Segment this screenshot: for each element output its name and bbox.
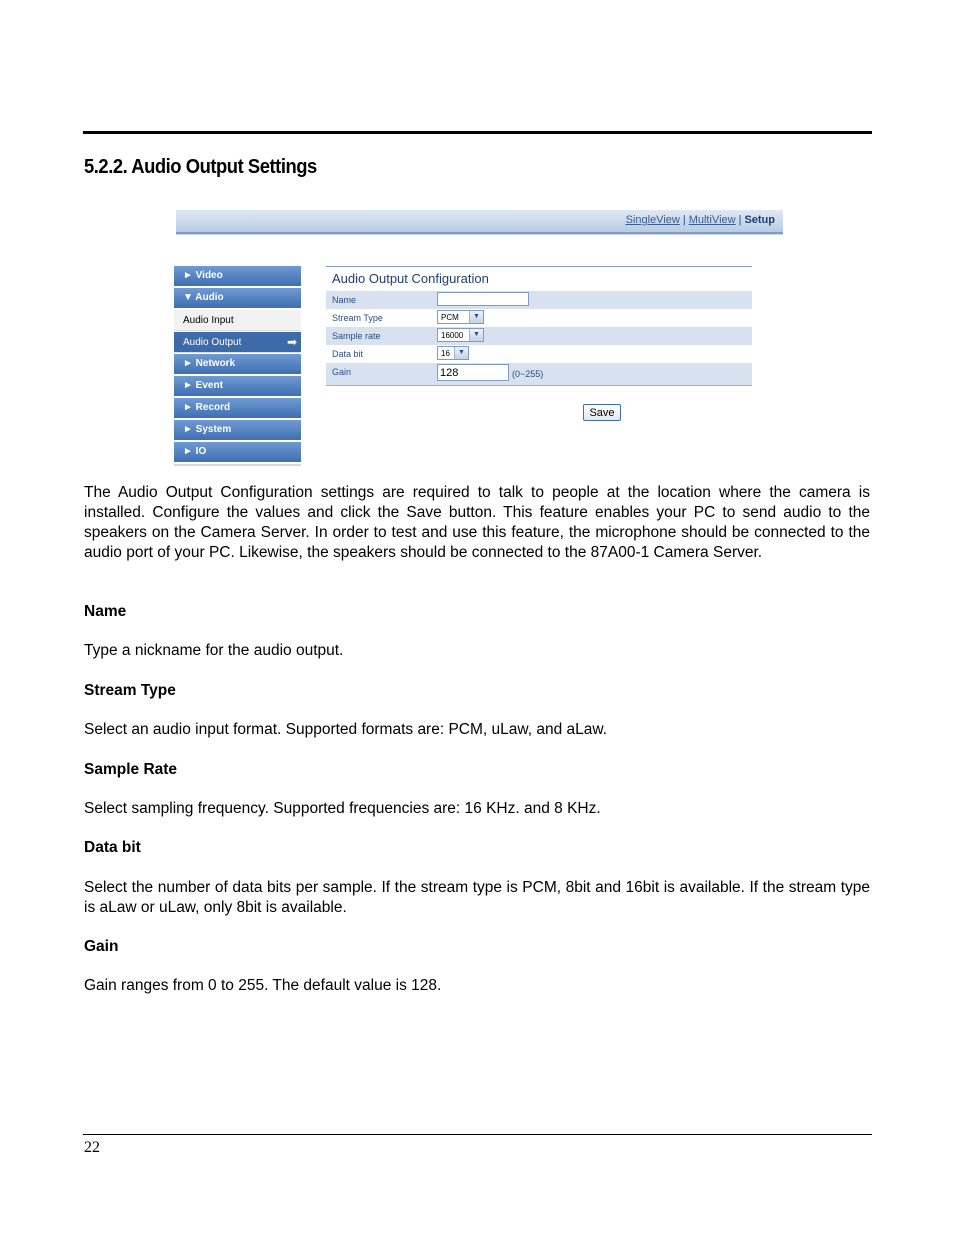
data-bit-label: Data bit (332, 349, 364, 359)
sidebar-item-event[interactable]: ► Event (174, 376, 301, 396)
chevron-down-icon: ▼ (469, 311, 483, 323)
sample-rate-value: 16000 (441, 331, 464, 340)
gain-label: Gain (332, 367, 352, 377)
sample-rate-label: Sample rate (332, 331, 381, 341)
config-title: Audio Output Configuration (326, 266, 752, 291)
sidebar-item-audio-output[interactable] (174, 332, 301, 353)
stream-type-description: Select an audio input format. Supported formats are: PCM, uLaw, and aLaw. (84, 721, 607, 738)
sidebar-item-network[interactable]: ► Network (174, 354, 301, 374)
setup-link[interactable]: Setup (744, 214, 775, 226)
sidebar-item-audio-input[interactable]: Audio Input (174, 310, 301, 331)
gain-row (326, 363, 752, 385)
data-bit-heading: Data bit (84, 839, 141, 856)
stream-type-label: Stream Type (332, 313, 383, 323)
top-navigation-bar (176, 210, 783, 234)
sidebar-item-io[interactable]: ► IO (174, 442, 301, 462)
sample-rate-select[interactable] (437, 328, 484, 342)
chevron-down-icon: ▼ (469, 329, 483, 341)
arrow-right-icon: ➡ (286, 335, 297, 349)
save-button[interactable]: Save (583, 404, 621, 421)
footer-rule (83, 1134, 872, 1135)
page-number: 22 (84, 1139, 100, 1156)
nav-separator: | (682, 214, 686, 226)
gain-input[interactable] (437, 364, 509, 381)
stream-type-value: PCM (441, 313, 459, 322)
view-links (626, 214, 775, 226)
chevron-down-icon: ▼ (454, 347, 468, 359)
gain-range-hint: (0~255) (512, 369, 544, 379)
data-bit-description: Select the number of data bits per sample. If the stream type is PCM, 8bit and 16bit is available. If the stream type is aLaw or uLaw, only 8bit is available. (84, 879, 870, 916)
nav-separator: | (738, 214, 742, 226)
data-bit-row (326, 345, 752, 363)
name-input[interactable] (437, 292, 529, 306)
multiview-link[interactable]: MultiView (688, 214, 736, 226)
name-label: Name (332, 295, 357, 305)
sidebar-item-audio[interactable]: ▼ Audio (174, 288, 301, 308)
nav-divider (176, 234, 783, 235)
config-bottom-rule (326, 385, 752, 386)
sidebar-item-label: Audio Output (183, 337, 242, 348)
sample-rate-row (326, 327, 752, 345)
audio-output-config-panel (326, 266, 752, 386)
sidebar-item-video[interactable]: ► Video (174, 266, 301, 286)
stream-type-row (326, 309, 752, 327)
stream-type-heading: Stream Type (84, 682, 176, 699)
setup-sidebar (174, 266, 301, 466)
sidebar-item-record[interactable]: ► Record (174, 398, 301, 418)
name-heading: Name (84, 603, 127, 620)
sidebar-item-system[interactable]: ► System (174, 420, 301, 440)
data-bit-value: 16 (441, 349, 450, 358)
sidebar-bottom-edge (174, 464, 301, 466)
section-heading: 5.2.2. Audio Output Settings (84, 156, 317, 178)
singleview-link[interactable]: SingleView (625, 214, 680, 226)
stream-type-select[interactable] (437, 310, 484, 324)
intro-paragraph: The Audio Output Configuration settings are required to talk to people at the location where the camera is installed. Configure the values and click the Save button. This feature enables your PC to send audio to the speakers on the Camera Server. In order to test and use this feature, the microphone should be connected to the audio port of your PC. Likewise, the speakers should be connected to the 87A00-1 Camera Server. (84, 484, 870, 561)
sample-rate-description: Select sampling frequency. Supported frequencies are: 16 KHz. and 8 KHz. (84, 800, 601, 817)
name-description: Type a nickname for the audio output. (84, 642, 344, 659)
gain-description: Gain ranges from 0 to 255. The default value is 128. (84, 977, 442, 994)
header-rule (83, 131, 872, 134)
name-row (326, 291, 752, 309)
data-bit-select[interactable] (437, 346, 469, 360)
gain-heading: Gain (84, 938, 119, 955)
sample-rate-heading: Sample Rate (84, 761, 178, 778)
